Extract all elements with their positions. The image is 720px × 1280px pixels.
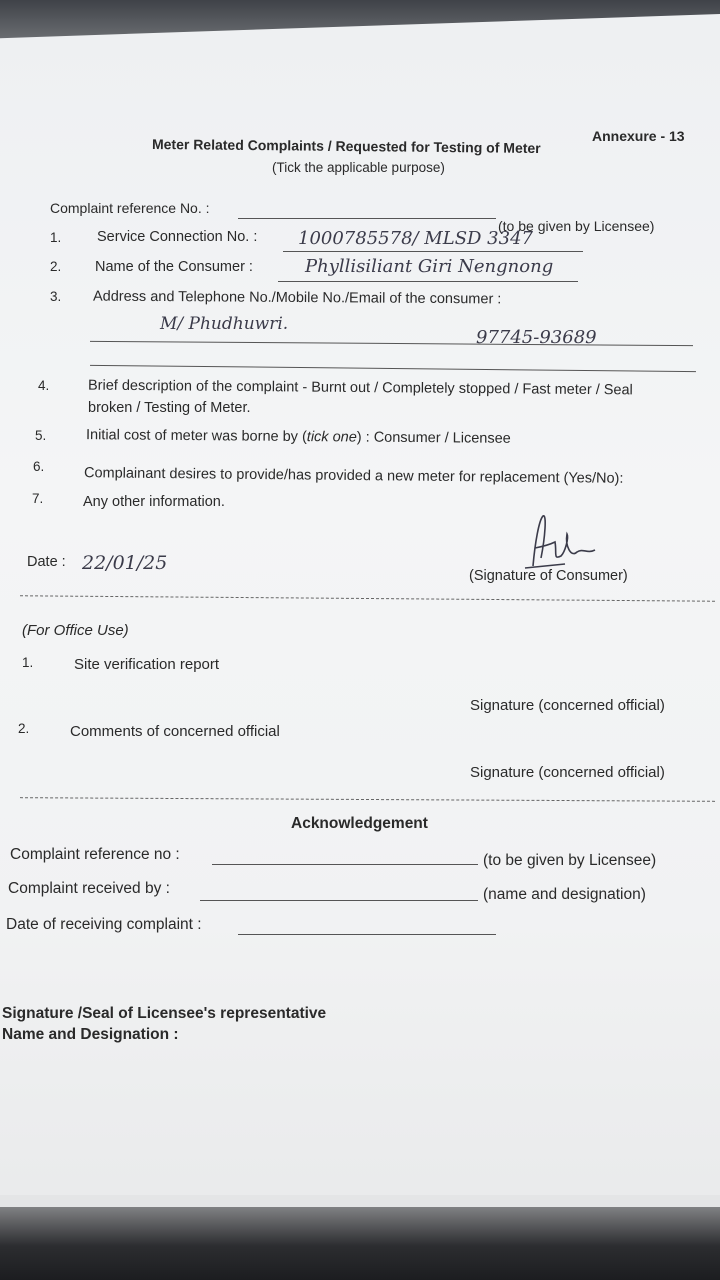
item-number: 3.: [50, 289, 62, 304]
date-value: 22/01/25: [82, 552, 168, 574]
meter-cost-text: Initial cost of meter was borne by (: [85, 427, 307, 446]
new-meter-label: Complainant desires to provide/has provided a new meter for replacement (Yes/No):: [83, 465, 624, 487]
complaint-description-label-2: broken / Testing of Meter.: [88, 400, 251, 416]
item-number: 6.: [33, 459, 45, 474]
complaint-ref-label: Complaint reference No. :: [50, 200, 210, 216]
site-verification-label: Site verification report: [74, 656, 220, 673]
item-number: 5.: [35, 428, 47, 443]
item-number: 7.: [32, 491, 44, 506]
address-label: Address and Telephone No./Mobile No./Email of the consumer :: [92, 288, 502, 308]
date-label: Date :: [27, 554, 66, 570]
consumer-name-value: Phyllisiliant Giri Nengnong: [305, 256, 554, 277]
acknowledgement-title: Acknowledgement: [291, 815, 428, 832]
consumer-name-line: [278, 281, 578, 282]
meter-cost-options: ) : Consumer / Licensee: [356, 429, 511, 447]
phone-value: 97745-93689: [476, 327, 597, 348]
background-bottom: [0, 1195, 720, 1280]
complaint-ref-note: (to be given by Licensee): [498, 218, 655, 234]
ack-received-line: [200, 900, 478, 901]
paper-edge: [0, 1195, 720, 1207]
complaint-ref-line: [238, 218, 496, 219]
meter-cost-italic: tick one: [306, 429, 357, 446]
form-title: Meter Related Complaints / Requested for Testing of Meter: [151, 135, 541, 157]
ack-received-note: (name and designation): [483, 886, 646, 903]
official-comments-label: Comments of concerned official: [70, 723, 280, 740]
address-value: M/ Phudhuwri.: [160, 314, 289, 334]
form-subtitle: (Tick the applicable purpose): [272, 160, 445, 175]
item-number: 4.: [38, 378, 50, 393]
complaint-description-label: Brief description of the complaint - Burnt out / Completely stopped / Fast meter / Seal: [87, 377, 633, 399]
ack-received-label: Complaint received by :: [8, 880, 170, 897]
consumer-name-label: Name of the Consumer :: [95, 259, 253, 275]
item-number: 1.: [22, 655, 34, 670]
item-number: 1.: [50, 230, 62, 245]
item-number: 2.: [18, 721, 30, 736]
name-designation-label: Name and Designation :: [2, 1026, 179, 1043]
official-signature-1: Signature (concerned official): [470, 697, 665, 714]
ack-ref-label: Complaint reference no :: [10, 846, 180, 863]
service-connection-line: [283, 251, 583, 252]
ack-date-line: [238, 934, 496, 935]
ack-date-label: Date of receiving complaint :: [6, 916, 202, 933]
ack-ref-note: (to be given by Licensee): [483, 852, 657, 869]
other-info-label: Any other information.: [83, 494, 225, 510]
ack-ref-line: [212, 864, 478, 865]
service-connection-value: 1000785578/ MLSD 3347: [298, 228, 533, 249]
office-use-heading: (For Office Use): [22, 622, 129, 639]
official-signature-2: Signature (concerned official): [470, 764, 665, 781]
service-connection-label: Service Connection No. :: [97, 229, 258, 245]
licensee-signature-label: Signature /Seal of Licensee's representative: [2, 1005, 327, 1022]
item-number: 2.: [50, 259, 62, 274]
consumer-signature-label: (Signature of Consumer): [469, 568, 628, 584]
annexure-label: Annexure - 13: [592, 128, 685, 144]
